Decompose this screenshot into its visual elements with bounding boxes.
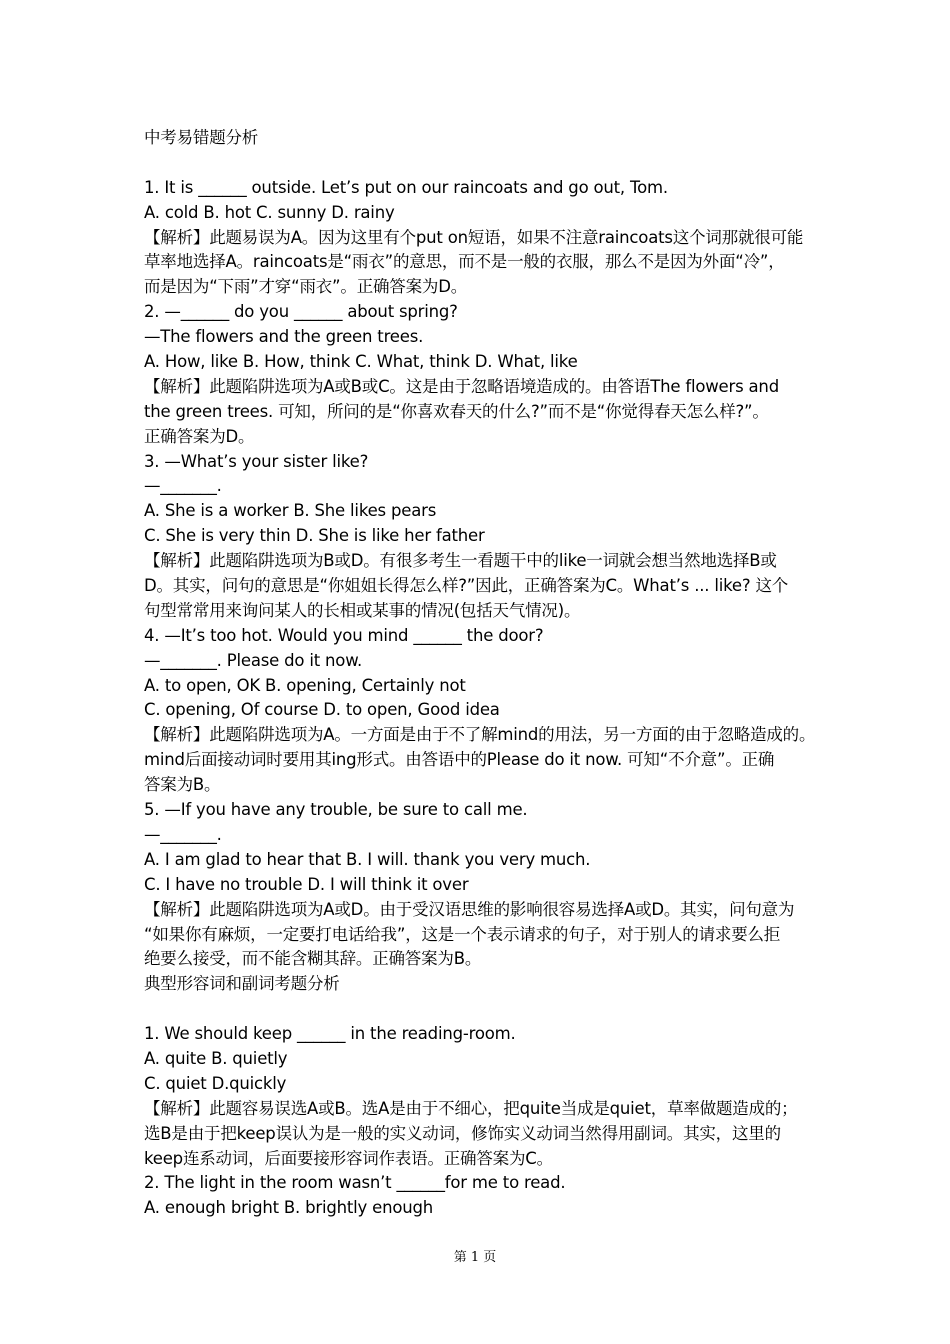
text-line: 典型形容词和副词考题分析 [144, 974, 340, 994]
text-line: A. How, like B. How, think C. What, think D. What, like [144, 352, 578, 372]
text-line: 而是因为“下雨”才穿“雨衣”。正确答案为D。 [144, 277, 467, 297]
text-line: 5. —If you have any trouble, be sure to call me. [144, 800, 528, 820]
text-line: 草率地选择A。raincoats是“雨衣”的意思，而不是一般的衣服，那么不是因为外面“冷”， [144, 252, 785, 272]
blank-line [144, 997, 824, 1022]
text-line: 【解析】此题陷阱选项为B或D。有很多考生一看题干中的like一词就会想当然地选择B或 [144, 551, 777, 571]
text-line: —_______. Please do it now. [144, 650, 363, 670]
text-line: mind后面接动词时要用其ing形式。由答语中的Please do it now. 可知“不介意”。正确 [144, 750, 775, 770]
text-line: 【解析】此题容易误选A或B。选A是由于不细心，把quite当成是quiet，草率做题造成的； [144, 1098, 798, 1118]
text-line: C. quiet D.quickly [144, 1073, 287, 1093]
text-line: 答案为B。 [144, 775, 221, 795]
text-line: A. cold B. hot C. sunny D. rainy [144, 202, 395, 222]
text-line: C. I have no trouble D. I will think it over [144, 874, 469, 894]
text-line: 2. The light in the room wasn’t ______for me to read. [144, 1173, 566, 1193]
text-line: 1. We should keep ______ in the reading-room. [144, 1024, 516, 1044]
text-line: 【解析】此题陷阱选项为A或D。由于受汉语思维的影响很容易选择A或D。其实，问句意为 [144, 899, 795, 919]
page-number: 第 1 页 [453, 1250, 497, 1265]
text-line: 3. —What’s your sister like? [144, 451, 369, 471]
text-line: A. to open, OK B. opening, Certainly not [144, 675, 466, 695]
text-line: 4. —It’s too hot. Would you mind ______ the door? [144, 625, 544, 645]
text-line: 1. It is ______ outside. Let’s put on our raincoats and go out, Tom. [144, 177, 668, 197]
text-line: 【解析】此题陷阱选项为A或B或C。这是由于忽略语境造成的。由答语The flowers and [144, 376, 779, 396]
text-line: 正确答案为D。 [144, 426, 255, 446]
text-line: “如果你有麻烦，一定要打电话给我”，这是一个表示请求的句子，对于别人的请求要么拒 [144, 924, 781, 944]
text-line: —_______. [144, 824, 222, 844]
text-line: —_______. [144, 476, 222, 496]
text-line: A. enough bright B. brightly enough [144, 1198, 434, 1218]
text-line: A. She is a worker B. She likes pears [144, 501, 437, 521]
text-line: C. opening, Of course D. to open, Good idea [144, 700, 500, 720]
text-line: keep连系动词，后面要接形容词作表语。正确答案为C。 [144, 1148, 553, 1168]
text-line: 【解析】此题陷阱选项为A。一方面是由于不了解mind的用法，另一方面的由于忽略造成的。 [144, 725, 816, 745]
document-title: 中考易错题分析 [144, 128, 259, 147]
text-line: D。其实，问句的意思是“你姐姐长得怎么样?”因此，正确答案为C。What’s ... like? 这个 [144, 576, 789, 596]
document-content [144, 126, 824, 1221]
text-line: A. quite B. quietly [144, 1048, 288, 1068]
text-line: —The flowers and the green trees. [144, 327, 424, 347]
text-line: the green trees. 可知，所问的是“你喜欢春天的什么?”而不是“你觉得春天怎么样?”。 [144, 401, 769, 421]
text-line: 2. —______ do you ______ about spring? [144, 302, 458, 322]
text-line: 句型常常用来询问某人的长相或某事的情况(包括天气情况)。 [144, 600, 581, 620]
blank-line [144, 151, 824, 176]
document-body [144, 176, 824, 1221]
text-line: A. I am glad to hear that B. I will. thank you very much. [144, 849, 591, 869]
text-line: 【解析】此题易误为A。因为这里有个put on短语，如果不注意raincoats这个词那就很可能 [144, 227, 804, 247]
text-line: 选B是由于把keep误认为是一般的实义动词，修饰实义动词当然得用副词。其实，这里的 [144, 1123, 781, 1143]
text-line: C. She is very thin D. She is like her father [144, 526, 485, 546]
text-line: 绝要么接受，而不能含糊其辞。正确答案为B。 [144, 949, 482, 969]
